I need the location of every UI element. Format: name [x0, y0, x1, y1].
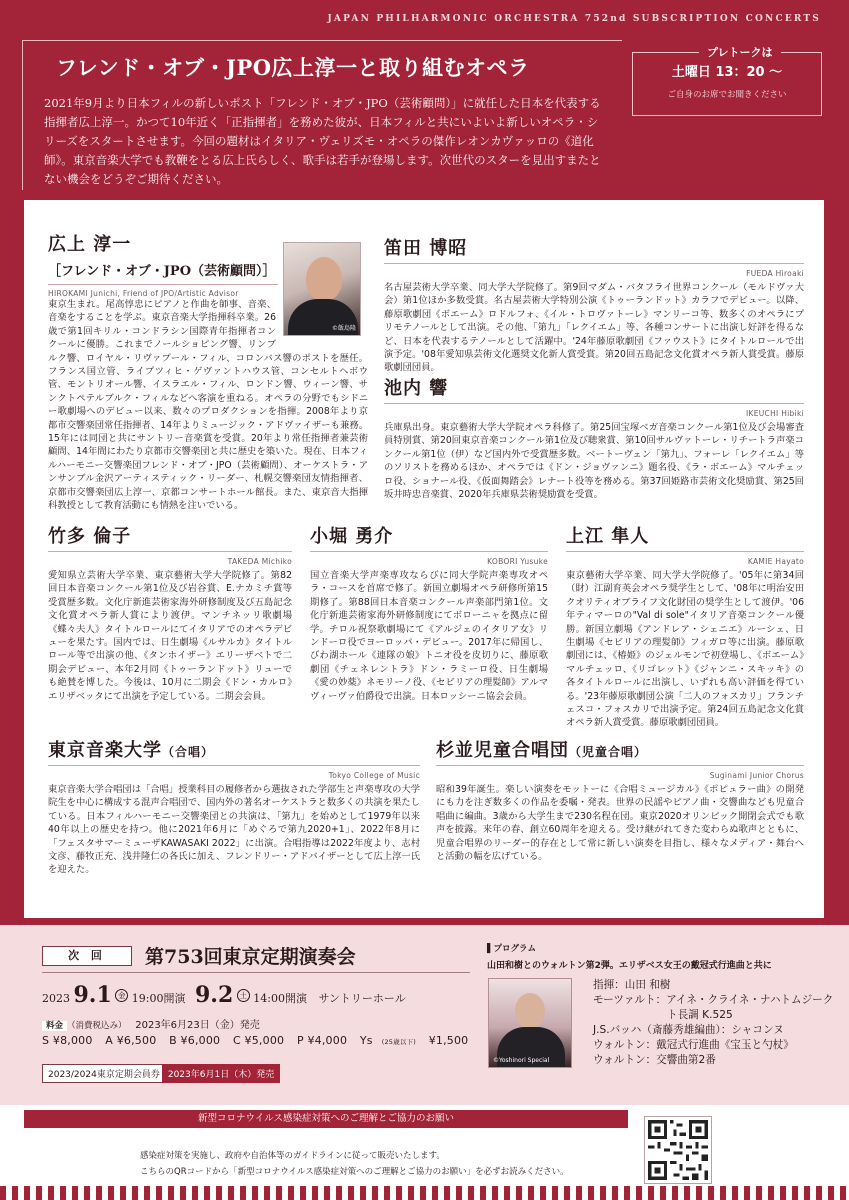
program-heading-text: プログラム	[493, 944, 536, 954]
price-header	[42, 1016, 260, 1031]
performer-ikeuchi	[384, 374, 804, 501]
frame-line	[22, 40, 622, 41]
pretalk-title: プレトークは	[699, 44, 781, 60]
pretalk-note: ご自身のお席でお聞きください	[667, 90, 787, 100]
price-p: P ¥4,000	[296, 1034, 348, 1047]
price-list	[42, 1034, 477, 1047]
program-heading: ▌プログラム	[487, 944, 536, 954]
price-release-date: 2023年6月23日（金）発売	[135, 1020, 260, 1031]
concert-dates	[42, 982, 406, 1008]
concert-year: 2023	[42, 992, 70, 1005]
page-title: フレンド・オブ・JPO広上淳一と取り組むオペラ	[56, 55, 530, 80]
next-label: 次 回	[42, 946, 132, 966]
price-ys-value: ¥1,500	[428, 1034, 469, 1047]
chorus-role: （児童合唱）	[569, 745, 648, 759]
performer-name: 広上 淳一	[48, 234, 132, 255]
performer-name: 上江 隼人	[566, 526, 650, 547]
performer-fueda	[384, 234, 804, 375]
covid-notice-title: 新型コロナウイルス感染症対策へのご理解とご協力のお願い	[24, 1110, 628, 1128]
price-label: 料金	[42, 1021, 67, 1031]
performer-title: ［フレンド・オブ・JPO（芸術顧問）］	[48, 264, 276, 279]
next-concert-title: 第753回東京定期演奏会	[145, 946, 356, 968]
concert-venue: サントリーホール	[318, 992, 406, 1005]
performer-name: 竹多 倫子	[48, 526, 132, 547]
chorus-suginami	[436, 736, 804, 863]
performer-romaji: KOBORI Yusuke	[487, 557, 548, 566]
divider	[384, 263, 804, 264]
bio-text: 東京生まれ。尾高惇忠にピアノと作曲を師事、音楽、音楽をすることを学ぶ。東京音楽大学指揮科卒業。26歳で第1回キリル・コンドラシン国際青年指揮者コンクールに優勝。これまでノールショピング響、リンブルク響、ロイヤル・リヴァプール・フィル、コロンバス響のポストを歴任。フランス国立管、ライプツィヒ・ゲヴァントハウス管、コンセルトヘボウ管、モントリオール響、イスラエル・フィル、ロンドン響、ウィーン響、サンクトペテルブルク・フィルなどへ客演を重ねる。オペラの分野でもシドニー歌劇場へのデビュー以来、数々のプロダクションを指揮。2008年より京都市交響楽団常任指揮者、14年よりミュージック・アドヴァイザーも兼務。15年には同団と共にサントリー音楽賞を受賞。20年より常任指揮者兼芸術顧問、14年間にわたり京都市交響楽団と共に歴史を築いた。現在、日本フィルハーモニー交響楽団フレンド・オブ・JPO（芸術顧問）、オーケストラ・アンサンブル金沢アーティスティック・リーダー、札幌交響楽団友情指揮者、京都市交響楽団広上淳一、京都コンサートホール館長。また、東京音大指揮科教授として教育活動にも情熱を注いでいる。	[48, 299, 368, 512]
divider	[48, 551, 292, 552]
price-s: S ¥8,000	[42, 1034, 93, 1047]
price-c: C ¥5,000	[232, 1034, 285, 1047]
program-item: ウォルトン：戴冠式行進曲《宝玉と勺杖》	[593, 1039, 794, 1051]
concert-date-1: 9.1	[73, 982, 112, 1008]
photo-credit: ©Yoshinori Special	[493, 1057, 550, 1064]
weekday-badge: 金	[115, 989, 128, 1002]
price-a: A ¥6,500	[105, 1034, 157, 1047]
portrait-face	[306, 257, 342, 301]
frame-line	[22, 40, 23, 190]
photo-credit: ©飯島隆	[331, 325, 356, 332]
performer-romaji: TAKEDA Michiko	[227, 557, 292, 566]
covid-notice-text	[140, 1148, 569, 1180]
price-tax-note: （消費税込み）	[67, 1021, 127, 1031]
divider	[310, 551, 548, 552]
program-item: 指揮：山田 和樹	[593, 979, 671, 991]
performer-bio: 愛知県立芸術大学卒業、東京藝術大学大学院修了。第82回日本音楽コンクール第1位及び岩谷賞、E.ナカミチ賞等受賞歴多数。文化庁新進芸術家海外研修制度及び五島記念文化賞オペラ新人賞により渡伊。マンチネッリ歌劇場《蝶々夫人》タイトルロールにてイタリアでのオペラデビューを果たす。国内では、日生劇場《ルサルカ》タイトルロール等で出演の他、《タンホイザー》エリーザベトで二期会デビュー、本年2月同《トゥーランドット》リューでも絶賛を博した。今後は、10月に二期会《ドン・カルロ》エリザベッタにて出演を予定している。二期会会員。	[48, 570, 292, 702]
performer-romaji: HIROKAMI Junichi, Friend of JPO/Artistic Advisor	[48, 289, 239, 298]
concert-date-2: 9.2	[194, 982, 234, 1008]
divider	[566, 551, 804, 552]
performer-kobori	[310, 522, 548, 703]
price-b: B ¥6,000	[169, 1034, 221, 1047]
chorus-bio: 東京音楽大学合唱団は「合唱」授業科目の履修者から選抜された学部生と声楽専攻の大学院生を中心に構成する混声合唱団で、国内外の著名オーケストラと数多くの共演を果たしている。日本フィルハーモニー交響楽団との共演は、「第九」を始めとして1979年以来40年以上の歴史を持つ。他に2021年6月に「めぐろで第九2020+1」、2022年8月に「フェスタサマーミューザKAWASAKI 2022」に出演。合唱指導は2022年度より、志村文彦、藤牧正充、浅井隆仁の各氏に加え、フレンドリー・アドバイザーとして広上淳一氏を迎えた。	[48, 784, 420, 876]
chorus-name: 杉並児童合唱団	[436, 740, 569, 761]
performer-romaji: IKEUCHI Hibiki	[745, 409, 804, 418]
chorus-tokyo-college	[48, 736, 420, 877]
performers-panel	[24, 200, 824, 918]
program-item: モーツァルト：アイネ・クライネ・ナハトムジーク	[593, 994, 834, 1006]
performer-bio: 兵庫県出身。東京藝術大学大学院オペラ科修了。第25回宝塚ベガ音楽コンクール第1位及び会場審査員特別賞、第20回東京音楽コンクール第1位及び聴衆賞、第10回サルヴァトーレ・リチートラ声楽コンクール第1位（伊）など国内外で受賞歴多数。ベートーヴェン「第九」、フォーレ「レクイエム」等のソリストを務めるほか、オペラでは《ドン・ジョヴァンニ》題名役、《ラ・ボエーム》マルチェッロ役、ショナール役、《仮面舞踏会》レナート役等を務める。第37回姫路市芸術文化奨励賞、第25回坂井時忠音楽賞、2020年兵庫県芸術奨励賞を受賞。	[384, 422, 804, 501]
performer-bio: 国立音楽大学声楽専攻ならびに同大学院声楽専攻オペラ・コースを首席で修了。新国立劇場オペラ研修所第15期修了。第88回日本音楽コンクール声楽部門第1位。文化庁新進芸術家海外研修制度にてボローニャを拠点に留学。チロル祝祭歌劇場にて《アルジェのイタリア女》リンドーロ役でヨーロッパ・デビュー。2017年に帰国し、びわ湖ホール《連隊の娘》トニオ役を皮切りに、藤原歌劇団《チェネレントラ》ドン・ラミーロ役、日生劇場《愛の妙薬》ネモリーノ役、《セビリアの理髪師》アルマヴィーヴァ伯爵役で出演。日本ロッシーニ協会会員。	[310, 570, 548, 702]
portrait-spacer	[276, 298, 368, 342]
concert-time-1: 19:00開演	[131, 992, 186, 1005]
performer-romaji: FUEDA Hiroaki	[746, 269, 804, 278]
membership-date: 2023年6月1日（木）発売	[162, 1064, 280, 1083]
performer-kamie	[566, 522, 804, 730]
divider	[384, 403, 804, 404]
covid-note-line: 感染症対策を実施し、政府や自治体等のガイドラインに従って販売いたします。	[140, 1151, 445, 1161]
chorus-name: 東京音楽大学	[48, 740, 162, 761]
program-subtitle: 山田和樹とのウォルトン第2弾。エリザベス女王の戴冠式行進曲と共に	[487, 961, 772, 971]
performer-name: 小堀 勇介	[310, 526, 394, 547]
chorus-bio: 昭和39年誕生。楽しい演奏をモットーに《合唱ミュージカル》《ポピュラー曲》の開発にも力を注ぎ数多くの作品を委嘱・発表。世界の民謡やピアノ曲・交響曲なども児童合唱曲に編曲。3歳から大学生まで230名程在団。東京2020オリンピック開閉会式でも歌声を披露。来年の春、創立60周年を迎える。受け継がれてきた変わらぬ歌声とともに、児童合唱界のリーダー的存在として常に新しい演奏を目指し、様々なメディア・舞台へと活動の幅を広げている。	[436, 784, 804, 863]
program-item: ウォルトン：交響曲第2番	[593, 1054, 716, 1066]
membership-label: 2023/2024東京定期会員券	[42, 1064, 166, 1083]
performer-takeda	[48, 522, 292, 703]
performer-name: 池内 響	[384, 378, 449, 399]
divider	[48, 284, 278, 285]
performer-bio: 名古屋芸術大学卒業、同大学大学院修了。第9回マダム・バタフライ世界コンクール（モルドヴァ大会）第1位ほか多数受賞。名古屋芸術大学特別公演《トゥーランドット》カラフでデビュー。以降、藤原歌劇団《ボエーム》ロドルフォ、《イル・トロヴァトーレ》マンリーコ等、数多くのオペラにプリモテノールとして出演。その他、「第九」「レクイエム」等、各種コンサートに出演し好評を得るなど、日本を代表するテノールとして活躍中。'24年藤原歌劇団《ファウスト》にタイトルロールで出演予定。'08年愛知県芸術文化選奨文化新人賞受賞。第20回五島記念文化賞オペラ新人賞受賞。藤原歌劇団団員。	[384, 282, 804, 374]
chorus-romaji: Tokyo College of Music	[328, 771, 420, 780]
conductor-photo	[488, 978, 572, 1068]
divider	[48, 765, 420, 766]
concert-time-2: 14:00開演	[253, 992, 307, 1005]
weekday-badge: 土	[237, 989, 250, 1002]
pretalk-box	[632, 46, 822, 116]
performer-bio: 東京藝術大学卒業、同大学大学院修了。'05年に第34回（財）江副育英会オペラ奨学生として、'08年に明治安田クオリティオブライフ文化財団の奨学生として渡伊。'06年ティマーロの"Val di sole"イタリア音楽コンクール優勝。新国立劇場《アンドレア・シェニエ》ルーシェ、日生劇場《セビリアの理髪師》フィガロ等に出演。藤原歌劇団には、《椿姫》のジェルモンで初登場し、《ボエーム》マルチェッロ、《リゴレット》《ジャンニ・スキッキ》の各タイトルロールに出演し、いずれも高い評価を得ている。'23年藤原歌劇団公演「二人のフォスカリ」フランチェスコ・フォスカリで出演予定。第24回五島記念文化賞オペラ新人賞受賞。藤原歌劇団団員。	[566, 570, 804, 729]
price-ys-label: Ys	[359, 1034, 373, 1047]
program-item: J.S.バッハ（斎藤秀雄編曲）：シャコンヌ	[593, 1024, 784, 1036]
covid-note-line: こちらのQRコードから「新型コロナウイルス感染症対策へのご理解とご協力のお願い」を必ずお読みください。	[140, 1167, 569, 1177]
chorus-role: （合唱）	[162, 745, 215, 759]
performer-name: 笛田 博昭	[384, 238, 468, 259]
divider	[436, 765, 804, 766]
performer-romaji: KAMIE Hayato	[747, 557, 804, 566]
chorus-romaji: Suginami Junior Chorus	[709, 771, 804, 780]
program-item: ト長調 K.525	[667, 1009, 733, 1021]
pretalk-time: 土曜日 13：20 ～	[671, 65, 783, 80]
divider	[42, 972, 470, 973]
intro-paragraph: 2021年9月より日本フィルの新しいポスト「フレンド・オブ・JPO（芸術顧問）」に就任した日本を代表する指揮者広上淳一。かつて10年近く「正指揮者」を務めた彼が、日本フィルと共にいよいよ新しいオペラ・シリーズをスタートさせます。今回の題材はイタリア・ヴェリズモ・オペラの傑作レオンカヴァッロの《道化師》。東京音楽大学でも教鞭をとる広上氏らしく、歌手は若手が登場します。次世代のスターを見出すまたとない機会をどうぞご期待ください。	[44, 96, 601, 186]
series-banner: JAPAN PHILHARMONIC ORCHESTRA 752nd SUBSCRIPTION CONCERTS	[327, 14, 821, 24]
membership-row	[42, 1064, 280, 1083]
bottom-stripe	[0, 1186, 849, 1200]
qr-code-icon[interactable]	[644, 1116, 712, 1184]
price-ys	[360, 1034, 478, 1047]
price-ys-note: (25歳以下)	[381, 1038, 416, 1046]
qr-code-graphic	[645, 1117, 711, 1183]
photo-face	[515, 993, 545, 1029]
program-list	[593, 978, 833, 1068]
